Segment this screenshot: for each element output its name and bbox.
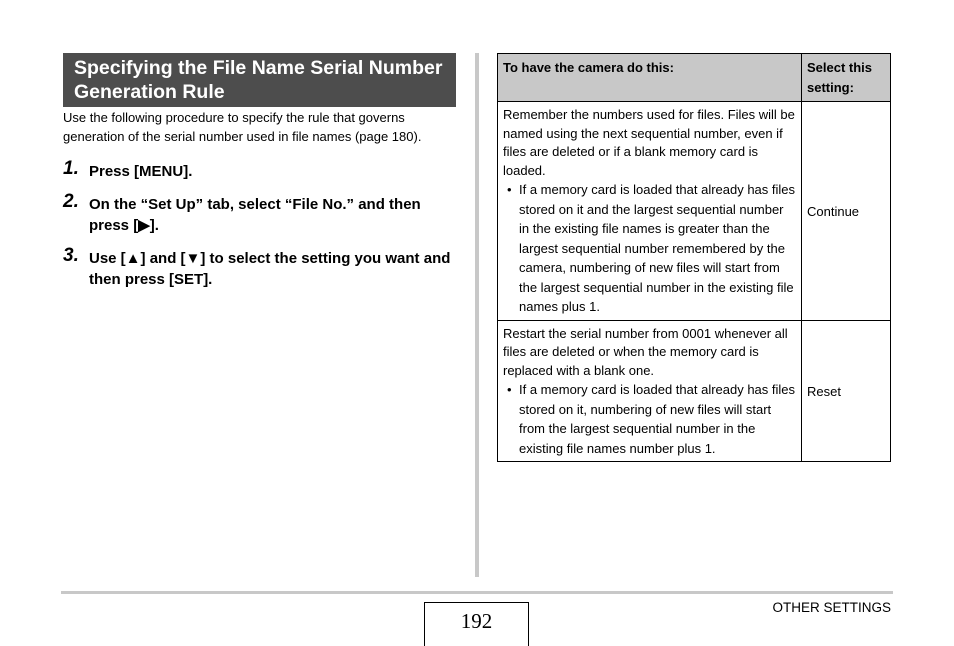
row-bullet (503, 180, 796, 317)
step-3 (63, 245, 463, 290)
row-bullet-text: If a memory card is loaded that already has files stored on it and the largest sequential number in the existing file names is greater than the largest sequential number remembered by the camera, numbering of new files will start from the largest sequential number in the existing file names plus 1. (519, 182, 796, 314)
table-row (498, 320, 891, 462)
bullet-icon: • (507, 182, 512, 197)
table-header-action: To have the camera do this: (498, 54, 802, 102)
table-cell-description (498, 320, 802, 462)
table-cell-setting: Continue (802, 102, 891, 321)
table-cell-description (498, 102, 802, 321)
bullet-icon: • (507, 382, 512, 397)
row-bullet (503, 380, 796, 458)
table-cell-setting: Reset (802, 320, 891, 462)
step-number: 3. (63, 245, 79, 266)
intro-text: Use the following procedure to specify the rule that governs generation of the serial number used in file names (page 180). (63, 110, 422, 144)
footer-section-label: OTHER SETTINGS (772, 600, 891, 615)
row-description: Restart the serial number from 0001 whenever all files are deleted or when the memory card is replaced with a blank one. (503, 325, 788, 378)
column-divider (475, 53, 479, 577)
settings-table (497, 53, 891, 462)
footer-rule (61, 591, 893, 594)
page-number: 192 (424, 602, 529, 646)
table-header-setting: Select this setting: (802, 54, 891, 102)
step-text: Use [▲] and [▼] to select the setting you want and then press [SET]. (89, 250, 451, 288)
table-header-row (498, 54, 891, 102)
row-description: Remember the numbers used for files. Files will be named using the next sequential number, even if files are deleted or if a blank memory card is loaded. (503, 107, 795, 178)
step-text: Press [MENU]. (89, 163, 193, 180)
step-1 (63, 158, 463, 182)
row-bullet-text: If a memory card is loaded that already has files stored on it, numbering of new files will start from the largest sequential number in the existing file names number plus 1. (519, 382, 796, 456)
section-title: Specifying the File Name Serial Number Generation Rule (63, 53, 456, 107)
table-row (498, 102, 891, 321)
step-text: On the “Set Up” tab, select “File No.” and then press [▶]. (89, 196, 421, 234)
step-2 (63, 191, 463, 236)
step-number: 1. (63, 158, 79, 179)
step-number: 2. (63, 191, 79, 212)
